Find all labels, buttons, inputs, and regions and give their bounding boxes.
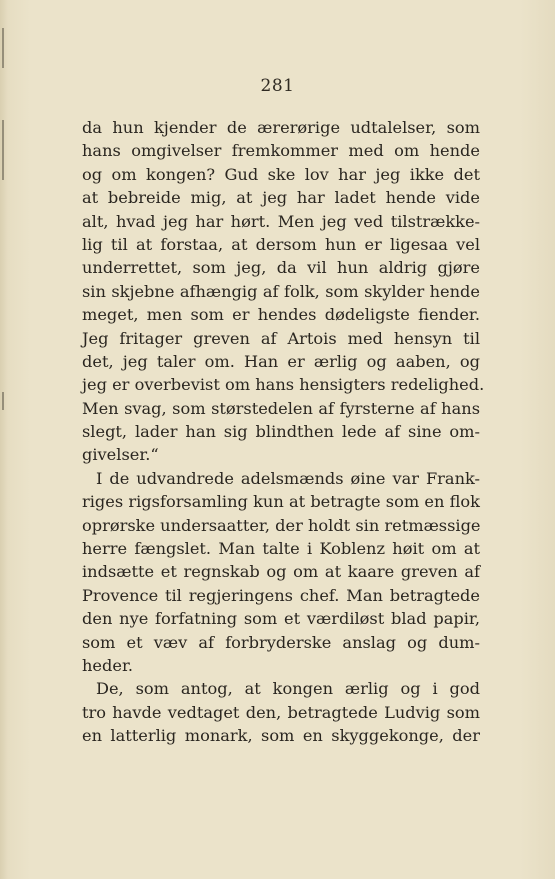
text-line: I de udvandrede adelsmænds øine var Frank- <box>96 468 480 488</box>
text-line: Jeg fritager greven af Artois med hensyn til <box>82 328 480 348</box>
text-line: herre fængslet. Man talte i Koblenz høit om at <box>82 539 480 559</box>
text-line: heder. <box>82 655 134 675</box>
text-line: De, som antog, at kongen ærlig og i god <box>96 679 480 699</box>
text-line: alt, hvad jeg har hørt. Men jeg ved tilstrække- <box>82 211 480 231</box>
text-line: tro havde vedtaget den, betragtede Ludvig som <box>82 702 480 722</box>
text-line: den nye forfatning som et værdiløst blad papir, <box>82 609 480 629</box>
binding-edge-mark <box>2 28 4 68</box>
text-line: oprørske undersaatter, der holdt sin retmæssige <box>82 515 481 535</box>
text-line: sin skjebne afhængig af folk, som skylder hende <box>82 281 480 301</box>
text-line: som et væv af forbryderske anslag og dum- <box>82 632 480 652</box>
text-line: underrettet, som jeg, da vil hun aldrig gjøre <box>82 258 480 278</box>
body-text <box>82 116 485 748</box>
text-line: hans omgivelser fremkommer med om hende <box>82 141 480 161</box>
binding-edge-mark <box>2 392 4 410</box>
text-line: at bebreide mig, at jeg har ladet hende vide <box>82 188 480 208</box>
text-line: da hun kjender de ærerørige udtalelser, som <box>82 118 480 137</box>
text-line: en latterlig monark, som en skyggekonge, der <box>82 726 480 746</box>
text-line: Provence til regjeringens chef. Man betragtede <box>82 585 480 605</box>
text-line: jeg er overbevist om hans hensigters redelighed. <box>82 375 485 395</box>
binding-edge-mark <box>2 120 4 180</box>
text-line: slegt, lader han sig blindthen lede af sine om- <box>82 422 480 442</box>
page-number: 281 <box>260 76 295 96</box>
text-line: Men svag, som størstedelen af fyrsterne af hans <box>82 398 480 418</box>
text-line: lig til at forstaa, at dersom hun er ligesaa vel <box>82 234 480 254</box>
text-line: givelser.“ <box>82 445 159 465</box>
text-line: meget, men som er hendes dødeligste fiender. <box>82 305 480 325</box>
text-line: indsætte et regnskab og om at kaare greven af <box>82 562 480 582</box>
text-line: og om kongen? Gud ske lov har jeg ikke det <box>82 164 480 184</box>
text-line: riges rigsforsamling kun at betragte som en flok <box>82 492 480 512</box>
text-line: det, jeg taler om. Han er ærlig og aaben, og <box>82 351 480 371</box>
